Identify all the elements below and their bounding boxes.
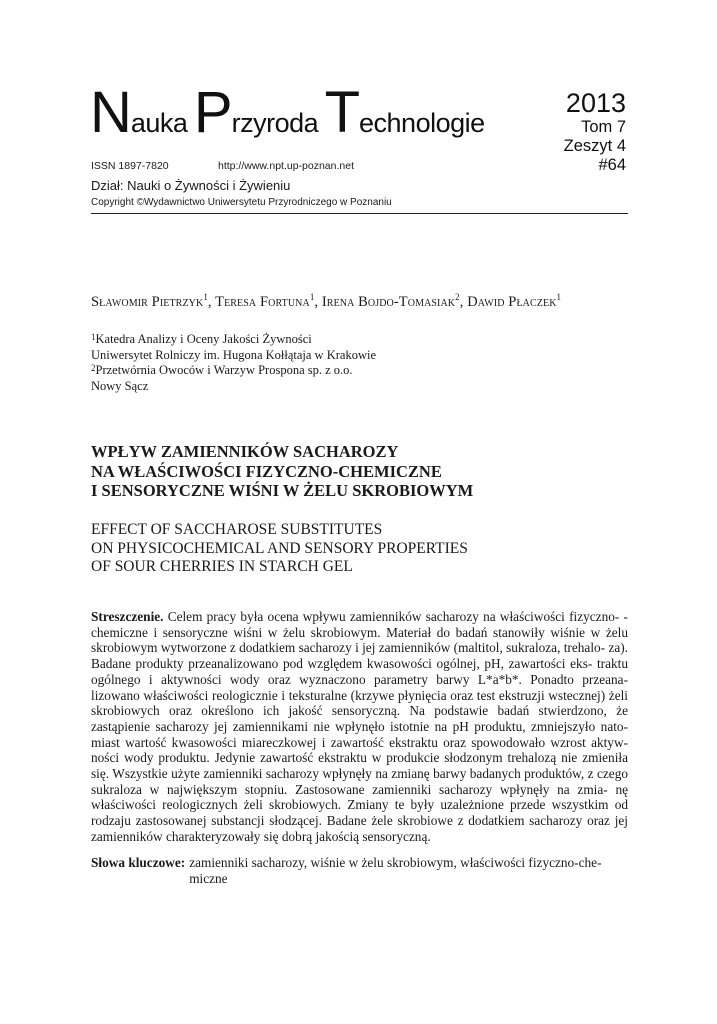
header-divider [91,213,628,214]
issn: ISSN 1897-7820 [91,160,169,172]
author-name: Teresa Fortuna [215,294,310,310]
journal-title-initial-t: T [324,80,360,145]
affiliation-2-line: Nowy Sącz [91,378,149,393]
author-list: Sławomir Pietrzyk$^1$, Teresa Fortuna$^1$, Irena Bojdo-Tomasiak$^2$, Dawid Płaczek$^1$ [91,292,562,310]
title-line: ON PHYSICOCHEMICAL AND SENSORY PROPERTIES [91,539,468,557]
journal-title [90,80,487,145]
title-line: OF SOUR CHERRIES IN STARCH GEL [91,558,353,575]
keywords [91,855,628,886]
abstract-label: Streszczenie. [91,609,164,624]
title-line: NA WŁAŚCIWOŚCI FIZYCZNO-CHEMICZNE [91,461,442,481]
title-line: EFFECT OF SACCHAROSE SUBSTITUTES [91,521,383,538]
affiliation-number: 2 [91,363,96,373]
issue-volume: Tom 7 [581,118,626,136]
journal-title-word-1: auka [130,108,188,138]
title-line: WPŁYW ZAMIENNIKÓW SACHAROZY [91,442,399,461]
issue-year: 2013 [565,88,626,118]
section-label: Dział: Nauki o Żywności i Żywieniu [91,178,291,193]
issue-serial: #64 [598,156,626,174]
journal-url[interactable]: http://www.npt.up-poznan.net [218,160,355,172]
affiliation-1-line: $^1$Katedra Analizy i Oceny Jakości Żywności [91,332,312,346]
affiliation-number: 1 [91,332,96,342]
abstract [91,609,628,845]
author-name: Irena Bojdo-Tomasiak [321,294,456,310]
affiliation-2-line: $^2$Przetwórnia Owoców i Warzyw Prospona sp. z o.o. [91,363,353,377]
affiliations [91,332,376,394]
author-name: Sławomir Pietrzyk [91,294,204,310]
copyright: Copyright ©Wydawnictwo Uniwersytetu Przyrodniczego w Poznaniu [91,197,392,208]
keywords-label: Słowa kluczowe: [91,855,186,870]
journal-title-word-3: echnologie [359,108,485,138]
journal-title-initial-n: N [90,80,131,145]
article-title-english [91,521,468,577]
issue-number: Zeszyt 4 [563,137,626,155]
author-affiliation-mark: 1 [309,292,315,302]
author-affiliation-mark: 1 [556,292,562,302]
affiliation-1-line: Uniwersytet Rolniczy im. Hugona Kołłątaja w Krakowie [91,347,376,362]
issue-info [564,88,626,175]
author-affiliation-mark: 1 [203,292,208,302]
abstract-text: Streszczenie. Celem pracy była ocena wpływu zamienników sacharozy na właściwości fizyczno- -chemiczne i sensoryczne wiśni w żelu skrobiowym. Materiał do badań stanowiły wiśnie w żelu skrobiowym wytworzone z dodatkiem sacharozy i jej zamienników (maltitol, sukraloza, trehalo- za). Badane produkty przeanalizowano pod względem kwasowości ogólnej, pH, zawartości eks- traktu ogólnego i aktywności wody oraz wyznaczono parametry barwy L*a*b*. Ponadto przeana- lizowano właściwości reologicznie i teksturalne (krzywe płynięcia oraz test ekstruzji wstecznej) żeli skrobiowych oraz określono ich jakość sensoryczną. Na podstawie badań stwierdzono, że zastąpienie sacharozy jej zamiennikami nie wpłynęło istotnie na pH produktu, zmniejszyło nato- miast wartość kwasowości miareczkowej i zawartość ekstraktu oraz spowodowało wzrost aktyw- ności wody produktu. Jedynie zawartość ekstraktu w produkcie słodzonym trehalozą nie zmieniła się. Wszystkie użyte zamienniki sacharozy wpłynęły na zmianę barwy badanych produktów, z czego sukraloza w największym stopniu. Zastosowane zamienniki sacharozy wpłynęły na zmia- nę właściwości reologicznych żeli skrobiowych. Zmiany te były uzależnione przede wszystkim od rodzaju zastosowanej substancji słodzącej. Badane żele skrobiowe z dodatkiem sacharozy oraz jej zamienników charakteryzowały się dobrą jakością sensoryczną. [91,609,629,844]
journal-title-word-2: rzyroda [231,108,319,138]
journal-title-initial-p: P [193,80,232,145]
author-name: Dawid Płaczek [467,294,557,310]
article-title-polish [91,442,473,501]
title-line: I SENSORYCZNE WIŚNI W ŻELU SKROBIOWYM [91,481,474,500]
keywords-text: zamienniki sacharozy, wiśnie w żelu skrobiowym, właściwości fizyczno-che-miczne [189,855,602,886]
author-affiliation-mark: 2 [455,292,460,302]
